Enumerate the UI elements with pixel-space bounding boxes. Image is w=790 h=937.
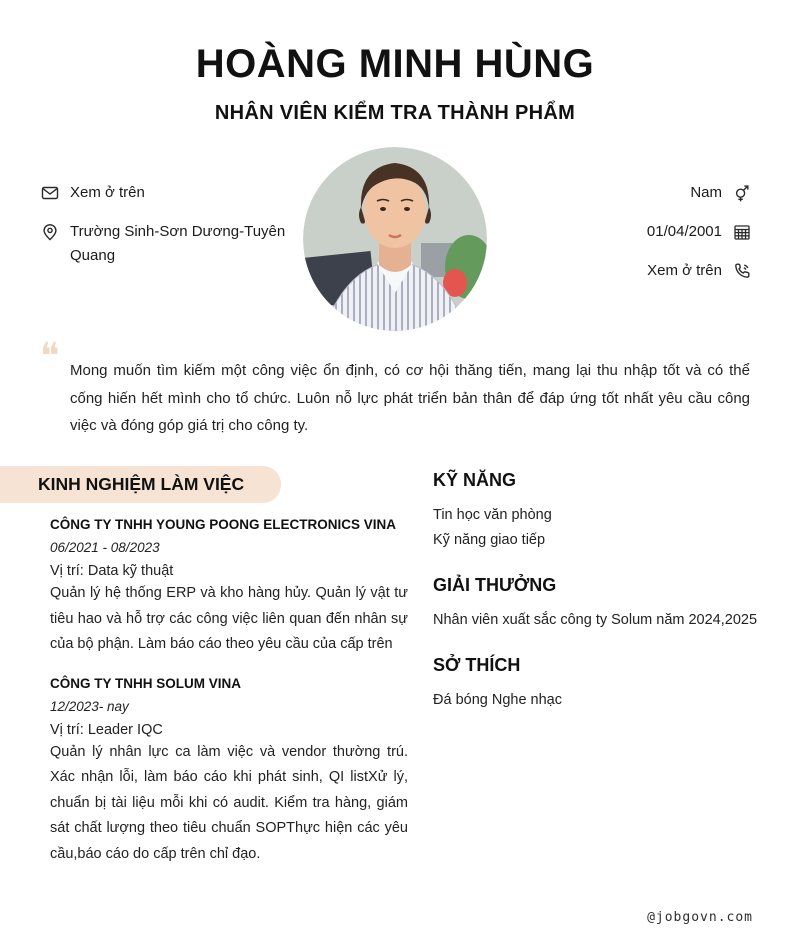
contact-dob-row: [517, 220, 752, 244]
hobby-item: Đá bóng Nghe nhạc: [433, 692, 562, 708]
contact-address-row: [40, 220, 295, 268]
contact-email-value: Xem ở trên: [70, 184, 145, 201]
job-company: CÔNG TY TNHH YOUNG POONG ELECTRONICS VINA: [50, 517, 397, 532]
skill-item: Kỹ năng giao tiếp: [433, 532, 546, 548]
award-item: Nhân viên xuất sắc công ty Solum năm 2024,2025: [433, 612, 758, 628]
awards-section: [433, 575, 760, 633]
skills-section: [433, 470, 760, 553]
candidate-job-title: NHÂN VIÊN KIỂM TRA THÀNH PHẨM: [214, 102, 576, 124]
contact-left-column: [40, 181, 295, 268]
hobbies-heading: SỞ THÍCH: [433, 655, 521, 675]
job-period: 12/2023- nay: [50, 698, 129, 714]
job-entry: [50, 675, 408, 868]
hobbies-section: [433, 655, 760, 713]
job-position: Vị trí: Data kỹ thuật: [50, 563, 174, 579]
objective-section: [40, 336, 752, 443]
contact-email-row: [40, 181, 295, 205]
watermark: @jobgovn.com: [647, 910, 753, 925]
job-entry: [50, 516, 408, 658]
objective-text: Mong muốn tìm kiếm một công việc ổn định, có cơ hội thăng tiến, mang lại thu nhập tốt và có thể cống hiến hết mình cho tổ chức. Luôn nỗ lực phát triển bản thân để đáp ứng tốt nhất yêu cầu công việc và đóng góp giá trị cho công ty.: [70, 362, 750, 434]
job-period: 06/2021 - 08/2023: [50, 540, 160, 555]
job-company: CÔNG TY TNHH SOLUM VINA: [50, 675, 242, 691]
contact-phone-value: Xem ở trên: [647, 262, 722, 279]
job-list: [0, 503, 410, 867]
awards-heading: GIẢI THƯỞNG: [433, 575, 557, 595]
candidate-name: HOÀNG MINH HÙNG: [195, 42, 595, 86]
experience-column: [0, 466, 410, 867]
skills-heading: KỸ NĂNG: [433, 470, 517, 490]
contact-section: [0, 147, 790, 339]
mail-icon: [40, 183, 60, 203]
experience-heading: KINH NGHIỆM LÀM VIỆC: [38, 474, 245, 494]
contact-address-value: Trường Sinh-Sơn Dương-Tuyên Quang: [70, 223, 286, 264]
sidebar-column: [410, 466, 790, 867]
quote-icon: ❝: [40, 336, 60, 377]
job-description: Quản lý nhân lực ca làm việc và vendor thường trú. Xác nhận lỗi, làm báo cáo khi phát sinh, QI listXử lý, chuẩn bị tài liệu mỗi khi có audit. Kiểm tra hàng, giám sát chất lượng theo tiêu chuẩn SOPThực hiện các yêu cầu,báo cáo do cấp trên chỉ đạo.: [50, 743, 408, 862]
profile-photo: [303, 147, 487, 331]
contact-dob-value: 01/04/2001: [646, 223, 722, 240]
main-columns: [0, 466, 790, 867]
contact-gender-value: Nam: [690, 184, 722, 201]
contact-right-column: [517, 181, 752, 283]
calendar-icon: [732, 222, 752, 242]
contact-gender-row: [517, 181, 752, 205]
location-icon: [40, 222, 60, 242]
experience-heading-band: [0, 466, 281, 503]
job-description: Quản lý hệ thống ERP và kho hàng hủy. Quản lý vật tư tiêu hao và hỗ trợ các công việc liên quan đến nhân sự của bộ phận. Làm báo cáo theo yêu cầu của cấp trên: [50, 585, 408, 652]
gender-icon: [732, 183, 752, 203]
phone-icon: [732, 261, 752, 281]
job-position: Vị trí: Leader IQC: [50, 721, 163, 738]
skill-item: Tin học văn phòng: [433, 507, 552, 523]
contact-phone-row: [517, 259, 752, 283]
